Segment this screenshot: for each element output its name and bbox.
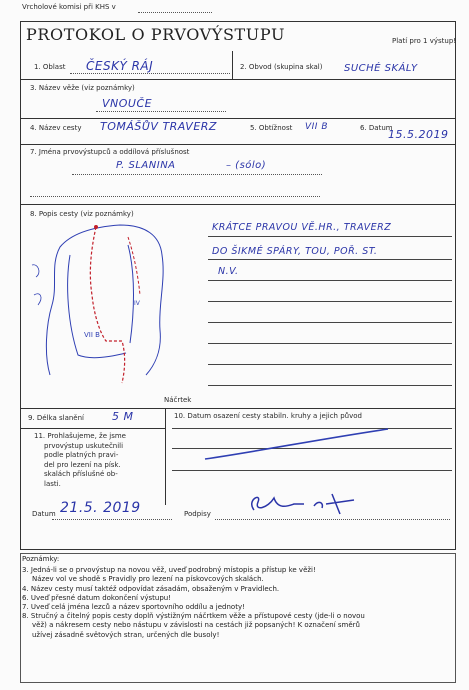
sketch-label: Náčrtek <box>164 396 192 404</box>
datum-bottom-value[interactable]: 21.5. 2019 <box>60 500 141 516</box>
popis-rule-3 <box>208 280 452 281</box>
signature <box>244 488 364 518</box>
prohlaseni-block <box>34 432 126 489</box>
sketch-grade-mark: VII B <box>84 331 100 339</box>
datum-bottom-label: Datum <box>32 510 56 518</box>
note-8: 8. Stručný a čitelný popis cesty doplň výstižným náčrtkem věže a přístupové cesty (jde-li o novou <box>22 612 365 621</box>
note-3: 3. Jedná-li se o prvovýstup na novou věž, uveď podrobný místopis a přístup ke věži! <box>22 566 316 575</box>
osazeni-label: 10. Datum osazení cesty stabiln. kruhy a jejich původ <box>174 412 362 420</box>
popis-rule-4 <box>208 301 452 302</box>
oblast-value[interactable]: ČESKÝ RÁJ <box>86 59 154 73</box>
cesta-label: 4. Název cesty <box>30 124 82 132</box>
note-4: 4. Název cesty musí taktéž odpovídat zásadám, obsaženým v Pravidlech. <box>22 584 280 593</box>
datum-value[interactable]: 15.5.2019 <box>388 128 449 141</box>
vez-dotline <box>96 111 226 112</box>
row-line-9 <box>20 428 165 429</box>
notes-frame <box>20 553 456 683</box>
slaneni-value[interactable]: 5 M <box>112 410 134 423</box>
row-line-2 <box>20 118 456 119</box>
note-8-cont-2: užívej zásadně světových stran, určených dle busoly! <box>32 630 220 639</box>
popis-rule-7 <box>208 364 452 365</box>
prohlaseni-line-1: 11. Prohlašujeme, že jsme <box>34 432 126 440</box>
note-3-cont: Název vol ve shodě s Pravidly pro lezení na pískovcových skalách. <box>32 575 264 584</box>
osazeni-rule-3 <box>172 470 452 471</box>
popis-line-3[interactable]: N.V. <box>218 266 239 277</box>
popis-rule-8 <box>208 385 452 386</box>
rock-scribble <box>32 265 41 305</box>
podpisy-label: Podpisy <box>184 510 211 518</box>
oblast-label: 1. Oblast <box>34 63 66 71</box>
committee-dotline <box>138 12 212 13</box>
popis-rule-5 <box>208 322 452 323</box>
obtiznost-label: 5. Obtížnost <box>250 124 293 132</box>
route-line-2 <box>128 237 140 295</box>
jmena-value[interactable]: P. SLANINA <box>116 160 176 171</box>
oblast-dotline <box>70 73 230 74</box>
jmena-dotline-2 <box>30 196 320 197</box>
row-line-4 <box>20 204 456 205</box>
popis-line-1[interactable]: KRÁTCE PRAVOU VĚ.HR., TRAVERZ <box>212 222 392 233</box>
datum-label: 6. Datum <box>360 124 393 132</box>
rock-outline <box>46 225 163 375</box>
route-sketch <box>30 215 205 405</box>
committee-label: Vrcholové komisi při KHS v <box>22 3 116 11</box>
row-line-5 <box>20 408 456 409</box>
page-title: PROTOKOL O PRVOVÝSTUPU <box>26 25 286 44</box>
route-anchor-top <box>94 225 98 229</box>
sketch-iv-mark: IV <box>134 300 140 307</box>
popis-rule-6 <box>208 343 452 344</box>
obvod-label: 2. Obvod (skupina skal) <box>240 63 323 71</box>
note-8-cont: věž) a nákresem cesty nebo nástupu v závislosti na cestách již popsaných! K označení směrů <box>32 621 360 630</box>
validity-note: Platí pro 1 výstup! <box>392 37 457 45</box>
prohlaseni-line-5: skalách příslušné ob- <box>44 470 118 478</box>
jmena-label: 7. Jména prvovýstupců a oddílová příslušnost <box>30 148 190 156</box>
popis-rule-1 <box>208 236 452 237</box>
notes-heading: Poznámky: <box>22 555 60 563</box>
podpisy-dotline <box>215 519 450 520</box>
popis-label: 8. Popis cesty (viz poznámky) <box>30 210 134 218</box>
prohlaseni-line-3: podle platných pravi- <box>44 451 119 459</box>
obvod-value[interactable]: SUCHÉ SKÁLY <box>344 63 418 74</box>
popis-line-2[interactable]: DO ŠIKMÉ SPÁRY, TOU, POŘ. ST. <box>212 246 378 257</box>
row-line-1 <box>20 79 456 80</box>
obtiznost-value[interactable]: VII B <box>305 122 329 132</box>
prohlaseni-line-4: del pro lezení na písk. <box>44 460 121 469</box>
vez-value[interactable]: VNOUČE <box>102 97 153 110</box>
datum-dotline <box>52 519 172 520</box>
rock-inner-line <box>68 255 126 358</box>
slaneni-label: 9. Délka slanění <box>28 414 84 422</box>
jmena-extra[interactable]: – (sólo) <box>226 160 267 171</box>
osazeni-strike <box>200 425 400 465</box>
route-line <box>90 227 124 383</box>
note-6: 6. Uveď přesné datum dokončení výstupu! <box>22 593 172 602</box>
note-7: 7. Uveď celá jména lezců a název sportovního oddílu a jednoty! <box>22 603 245 612</box>
popis-rule-2 <box>208 259 452 260</box>
prohlaseni-line-6: lasti. <box>44 479 61 488</box>
col-line-1-2 <box>232 51 233 79</box>
cesta-value[interactable]: TOMÁŠŮV TRAVERZ <box>100 120 217 133</box>
col-line-9-10 <box>165 408 166 505</box>
rock-ridge-line <box>128 245 134 343</box>
jmena-dotline <box>72 174 322 175</box>
prohlaseni-line-2: prvovýstup uskutečnili <box>44 441 124 450</box>
vez-label: 3. Název věže (viz poznámky) <box>30 84 135 92</box>
row-line-3 <box>20 144 456 145</box>
